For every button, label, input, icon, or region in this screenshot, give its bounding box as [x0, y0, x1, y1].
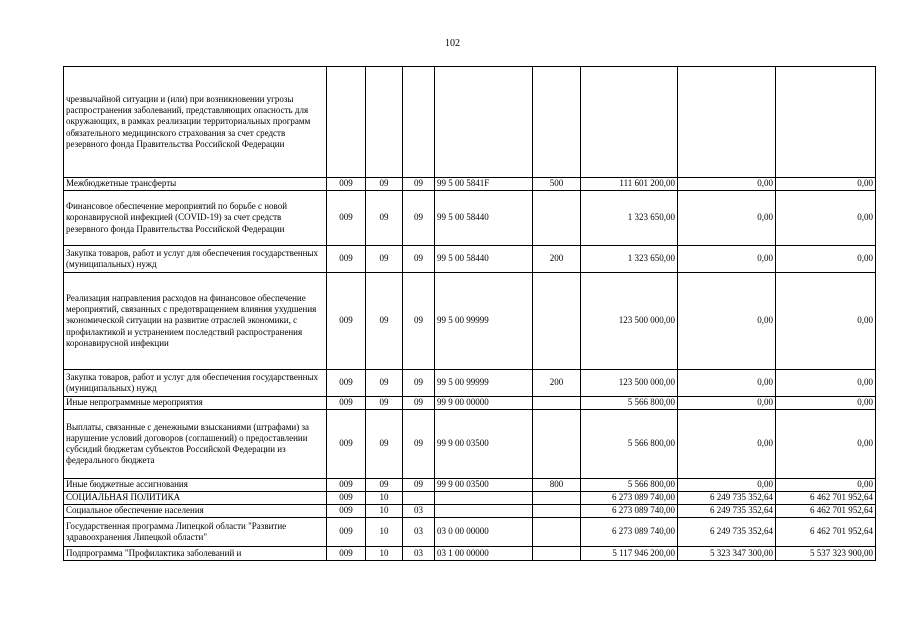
row-subsection-code — [403, 492, 435, 505]
row-amount-year-3 — [776, 67, 876, 178]
row-name: Социальное обеспечение населения — [64, 505, 327, 518]
row-grbs-code: 009 — [327, 547, 366, 561]
row-subsection-code: 09 — [403, 397, 435, 410]
row-section-code: 10 — [366, 518, 403, 547]
row-amount-year-1: 6 273 089 740,00 — [581, 518, 678, 547]
row-amount-year-1: 5 566 800,00 — [581, 397, 678, 410]
page-number: 102 — [445, 38, 460, 49]
row-amount-year-2 — [678, 67, 776, 178]
row-section-code: 09 — [366, 178, 403, 191]
row-amount-year-1: 5 566 800,00 — [581, 479, 678, 492]
row-expense-type-code — [533, 273, 581, 370]
row-amount-year-1: 6 273 089 740,00 — [581, 505, 678, 518]
row-target-article-code: 03 1 00 00000 — [435, 547, 533, 561]
row-expense-type-code: 500 — [533, 178, 581, 191]
table-row — [64, 505, 876, 518]
row-expense-type-code — [533, 397, 581, 410]
row-amount-year-1: 123 500 000,00 — [581, 273, 678, 370]
row-amount-year-3: 6 462 701 952,64 — [776, 518, 876, 547]
row-amount-year-1: 1 323 650,00 — [581, 246, 678, 273]
row-expense-type-code — [533, 518, 581, 547]
table-row — [64, 518, 876, 547]
row-subsection-code: 09 — [403, 479, 435, 492]
table-row — [64, 67, 876, 178]
table-row — [64, 479, 876, 492]
row-section-code: 09 — [366, 191, 403, 246]
row-amount-year-1: 5 566 800,00 — [581, 410, 678, 479]
table-row — [64, 492, 876, 505]
row-grbs-code: 009 — [327, 191, 366, 246]
row-subsection-code: 09 — [403, 370, 435, 397]
row-name: Государственная программа Липецкой области "Развитие здравоохранения Липецкой области" — [64, 518, 327, 547]
table-row — [64, 370, 876, 397]
table-row — [64, 191, 876, 246]
row-amount-year-3: 0,00 — [776, 370, 876, 397]
row-amount-year-3: 0,00 — [776, 479, 876, 492]
row-target-article-code: 99 5 00 99999 — [435, 273, 533, 370]
row-amount-year-3: 5 537 323 900,00 — [776, 547, 876, 561]
row-name: Финансовое обеспечение мероприятий по борьбе с новой коронавирусной инфекцией (COVID-19) за счет средств резервного фонда Правительства Российской Федерации — [64, 191, 327, 246]
row-target-article-code — [435, 505, 533, 518]
row-amount-year-1: 111 601 200,00 — [581, 178, 678, 191]
row-grbs-code: 009 — [327, 518, 366, 547]
row-amount-year-3: 0,00 — [776, 246, 876, 273]
row-amount-year-3: 0,00 — [776, 178, 876, 191]
row-grbs-code: 009 — [327, 410, 366, 479]
row-grbs-code: 009 — [327, 178, 366, 191]
row-subsection-code: 09 — [403, 273, 435, 370]
row-name: СОЦИАЛЬНАЯ ПОЛИТИКА — [64, 492, 327, 505]
row-grbs-code: 009 — [327, 479, 366, 492]
row-amount-year-2: 0,00 — [678, 246, 776, 273]
row-name: Межбюджетные трансферты — [64, 178, 327, 191]
row-target-article-code — [435, 67, 533, 178]
row-expense-type-code: 800 — [533, 479, 581, 492]
row-target-article-code: 99 9 00 03500 — [435, 410, 533, 479]
row-amount-year-3: 6 462 701 952,64 — [776, 505, 876, 518]
table-row — [64, 397, 876, 410]
row-subsection-code: 09 — [403, 178, 435, 191]
row-name: Реализация направления расходов на финансовое обеспечение мероприятий, связанных с предотвращением влияния ухудшения экономической ситуации на развитие отраслей экономики, с профилактикой и устранением последствий распространения коронавирусной инфекции — [64, 273, 327, 370]
row-amount-year-1: 1 323 650,00 — [581, 191, 678, 246]
row-name: Иные непрограммные мероприятия — [64, 397, 327, 410]
row-grbs-code: 009 — [327, 246, 366, 273]
row-subsection-code — [403, 67, 435, 178]
row-section-code: 10 — [366, 492, 403, 505]
row-subsection-code: 03 — [403, 547, 435, 561]
row-subsection-code: 09 — [403, 191, 435, 246]
row-grbs-code: 009 — [327, 492, 366, 505]
row-section-code: 09 — [366, 370, 403, 397]
row-amount-year-3: 0,00 — [776, 397, 876, 410]
row-subsection-code: 09 — [403, 246, 435, 273]
row-section-code: 09 — [366, 246, 403, 273]
row-target-article-code: 03 0 00 00000 — [435, 518, 533, 547]
row-target-article-code: 99 5 00 58440 — [435, 246, 533, 273]
row-amount-year-2: 6 249 735 352,64 — [678, 505, 776, 518]
row-expense-type-code — [533, 492, 581, 505]
row-amount-year-2: 0,00 — [678, 370, 776, 397]
row-target-article-code: 99 5 00 58440 — [435, 191, 533, 246]
row-amount-year-1: 5 117 946 200,00 — [581, 547, 678, 561]
row-amount-year-1: 123 500 000,00 — [581, 370, 678, 397]
row-amount-year-2: 0,00 — [678, 397, 776, 410]
row-amount-year-1: 6 273 089 740,00 — [581, 492, 678, 505]
row-amount-year-3: 0,00 — [776, 410, 876, 479]
row-name: Подпрограмма "Профилактика заболеваний и — [64, 547, 327, 561]
table-row — [64, 410, 876, 479]
row-amount-year-3: 6 462 701 952,64 — [776, 492, 876, 505]
row-amount-year-3: 0,00 — [776, 273, 876, 370]
row-section-code: 09 — [366, 397, 403, 410]
row-expense-type-code — [533, 67, 581, 178]
row-section-code: 10 — [366, 505, 403, 518]
row-subsection-code: 03 — [403, 505, 435, 518]
row-amount-year-2: 6 249 735 352,64 — [678, 518, 776, 547]
row-name: Закупка товаров, работ и услуг для обеспечения государственных (муниципальных) нужд — [64, 246, 327, 273]
row-section-code — [366, 67, 403, 178]
row-amount-year-1 — [581, 67, 678, 178]
row-subsection-code: 03 — [403, 518, 435, 547]
table-row — [64, 273, 876, 370]
row-grbs-code: 009 — [327, 273, 366, 370]
row-grbs-code — [327, 67, 366, 178]
row-amount-year-2: 0,00 — [678, 273, 776, 370]
row-name: Иные бюджетные ассигнования — [64, 479, 327, 492]
row-expense-type-code — [533, 547, 581, 561]
row-section-code: 10 — [366, 547, 403, 561]
row-amount-year-3: 0,00 — [776, 191, 876, 246]
row-expense-type-code: 200 — [533, 370, 581, 397]
row-section-code: 09 — [366, 410, 403, 479]
row-expense-type-code: 200 — [533, 246, 581, 273]
row-expense-type-code — [533, 410, 581, 479]
row-amount-year-2: 0,00 — [678, 410, 776, 479]
row-target-article-code: 99 5 00 99999 — [435, 370, 533, 397]
row-expense-type-code — [533, 505, 581, 518]
row-amount-year-2: 0,00 — [678, 178, 776, 191]
row-name: чрезвычайной ситуации и (или) при возникновении угрозы распространения заболеваний, представляющих опасность для окружающих, в рамках реализации территориальных программ обязательного медицинского страхования за счет средств резервного фонда Правительства Российской Федерации — [64, 67, 327, 178]
table-row — [64, 178, 876, 191]
row-section-code: 09 — [366, 273, 403, 370]
row-target-article-code: 99 9 00 03500 — [435, 479, 533, 492]
row-subsection-code: 09 — [403, 410, 435, 479]
row-amount-year-2: 6 249 735 352,64 — [678, 492, 776, 505]
row-section-code: 09 — [366, 479, 403, 492]
row-grbs-code: 009 — [327, 370, 366, 397]
table-row — [64, 246, 876, 273]
row-target-article-code: 99 5 00 5841F — [435, 178, 533, 191]
budget-table — [63, 66, 876, 561]
row-name: Закупка товаров, работ и услуг для обеспечения государственных (муниципальных) нужд — [64, 370, 327, 397]
row-expense-type-code — [533, 191, 581, 246]
row-amount-year-2: 0,00 — [678, 191, 776, 246]
row-amount-year-2: 5 323 347 300,00 — [678, 547, 776, 561]
row-name: Выплаты, связанные с денежными взысканиями (штрафами) за нарушение условий договоров (соглашений) о предоставлении субсидий бюджетам субъектов Российской Федерации из федерального бюджета — [64, 410, 327, 479]
row-amount-year-2: 0,00 — [678, 479, 776, 492]
table-row — [64, 547, 876, 561]
row-target-article-code — [435, 492, 533, 505]
row-grbs-code: 009 — [327, 397, 366, 410]
row-grbs-code: 009 — [327, 505, 366, 518]
row-target-article-code: 99 9 00 00000 — [435, 397, 533, 410]
